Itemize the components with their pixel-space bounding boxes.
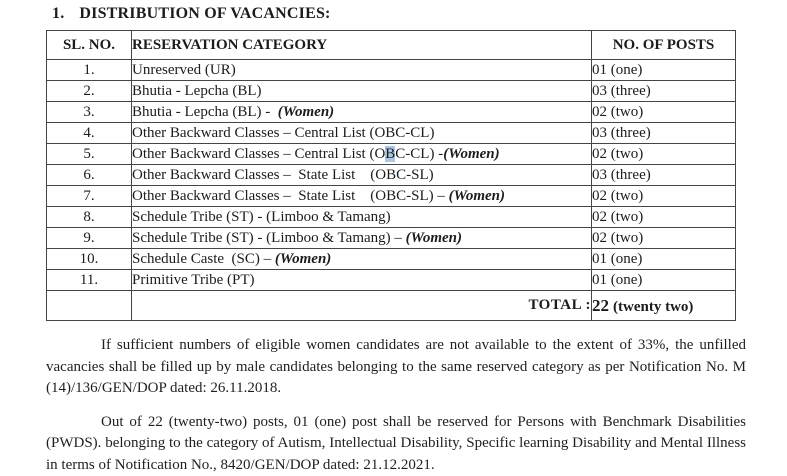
header-reservation-category: RESERVATION CATEGORY bbox=[132, 31, 592, 60]
category-cell bbox=[132, 81, 592, 102]
total-empty-cell bbox=[47, 291, 132, 321]
women-emphasis: (Women) bbox=[405, 229, 463, 246]
total-words: (twenty two) bbox=[613, 298, 694, 315]
sl-cell: 6. bbox=[47, 165, 132, 186]
posts-cell: 02 (two) bbox=[592, 144, 736, 165]
sl-cell: 4. bbox=[47, 123, 132, 144]
sl-cell: 11. bbox=[47, 270, 132, 291]
posts-cell: 02 (two) bbox=[592, 186, 736, 207]
table-row bbox=[47, 186, 736, 207]
paragraph-women-vacancies: If sufficient numbers of eligible women candidates are not available to the extent of 33%, the unfilled vacancies shall be filled up by male candidates belonging to the same reserved category as per Notification No. M (14)/136/GEN/DOP dated: 26.11.2018. bbox=[46, 337, 746, 396]
posts-cell: 03 (three) bbox=[592, 81, 736, 102]
category-text: Other Backward Classes – State List (OBC-SL) bbox=[132, 166, 434, 183]
header-sl-no: SL. NO. bbox=[47, 31, 132, 60]
table-row bbox=[47, 165, 736, 186]
category-text: Schedule Tribe (ST) - (Limboo & Tamang) bbox=[132, 208, 391, 225]
posts-cell: 03 (three) bbox=[592, 123, 736, 144]
sl-cell: 2. bbox=[47, 81, 132, 102]
posts-cell: 02 (two) bbox=[592, 228, 736, 249]
total-number: 22 bbox=[592, 295, 609, 315]
category-text: Other Backward Classes – Central List (O bbox=[132, 145, 386, 162]
category-cell bbox=[132, 249, 592, 270]
category-text: Schedule Tribe (ST) - (Limboo & Tamang) – bbox=[132, 229, 406, 246]
posts-cell: 02 (two) bbox=[592, 207, 736, 228]
table-body bbox=[47, 60, 736, 291]
category-text: Bhutia - Lepcha (BL) - bbox=[132, 103, 278, 120]
sl-cell: 10. bbox=[47, 249, 132, 270]
category-cell bbox=[132, 207, 592, 228]
category-text: Other Backward Classes – State List (OBC-SL) – bbox=[132, 187, 449, 204]
sl-cell: 8. bbox=[47, 207, 132, 228]
total-row bbox=[47, 291, 736, 321]
category-text: Other Backward Classes – Central List (OBC-CL) bbox=[132, 124, 435, 141]
table-header-row bbox=[47, 31, 736, 60]
section-number: 1. bbox=[52, 5, 65, 22]
table-row bbox=[47, 60, 736, 81]
women-emphasis: (Women) bbox=[443, 145, 500, 162]
category-text: C-CL) - bbox=[395, 145, 444, 162]
section-heading bbox=[52, 5, 787, 23]
category-cell bbox=[132, 102, 592, 123]
table-row bbox=[47, 207, 736, 228]
vacancies-table bbox=[46, 30, 736, 321]
category-cell bbox=[132, 228, 592, 249]
sl-cell: 9. bbox=[47, 228, 132, 249]
category-text: Bhutia - Lepcha (BL) bbox=[132, 82, 262, 99]
table-row bbox=[47, 270, 736, 291]
category-cell bbox=[132, 60, 592, 81]
category-cell bbox=[132, 270, 592, 291]
table-row bbox=[47, 81, 736, 102]
sl-cell: 5. bbox=[47, 144, 132, 165]
table-row bbox=[47, 102, 736, 123]
paragraph-pwd-reservation: Out of 22 (twenty-two) posts, 01 (one) post shall be reserved for Persons with Benchmark Disabilities (PWDS). belonging to the category of Autism, Intellectual Disability, Specific learning Disability and Mental Illness in terms of Notification No., 8420/GEN/DOP dated: 21.12.2021. bbox=[46, 413, 746, 473]
category-text: Primitive Tribe (PT) bbox=[132, 271, 255, 288]
women-emphasis: (Women) bbox=[277, 103, 335, 120]
section-title: DISTRIBUTION OF VACANCIES: bbox=[79, 5, 331, 22]
posts-cell: 01 (one) bbox=[592, 270, 736, 291]
category-cell bbox=[132, 186, 592, 207]
header-no-of-posts: NO. OF POSTS bbox=[592, 31, 736, 60]
category-text: Schedule Caste (SC) – bbox=[132, 250, 275, 267]
posts-cell: 01 (one) bbox=[592, 60, 736, 81]
table-row bbox=[47, 144, 736, 165]
table-row bbox=[47, 249, 736, 270]
sl-cell: 7. bbox=[47, 186, 132, 207]
sl-cell: 1. bbox=[47, 60, 132, 81]
category-cell bbox=[132, 165, 592, 186]
selection-highlight: B bbox=[385, 145, 396, 162]
women-emphasis: (Women) bbox=[274, 250, 332, 267]
sl-cell: 3. bbox=[47, 102, 132, 123]
posts-cell: 01 (one) bbox=[592, 249, 736, 270]
women-emphasis: (Women) bbox=[448, 187, 506, 204]
category-cell bbox=[132, 144, 592, 165]
category-text: Unreserved (UR) bbox=[132, 61, 236, 78]
table-row bbox=[47, 123, 736, 144]
table-row bbox=[47, 228, 736, 249]
category-cell bbox=[132, 123, 592, 144]
total-label: TOTAL : bbox=[132, 291, 592, 321]
posts-cell: 02 (two) bbox=[592, 102, 736, 123]
total-value-cell bbox=[592, 291, 736, 321]
posts-cell: 03 (three) bbox=[592, 165, 736, 186]
